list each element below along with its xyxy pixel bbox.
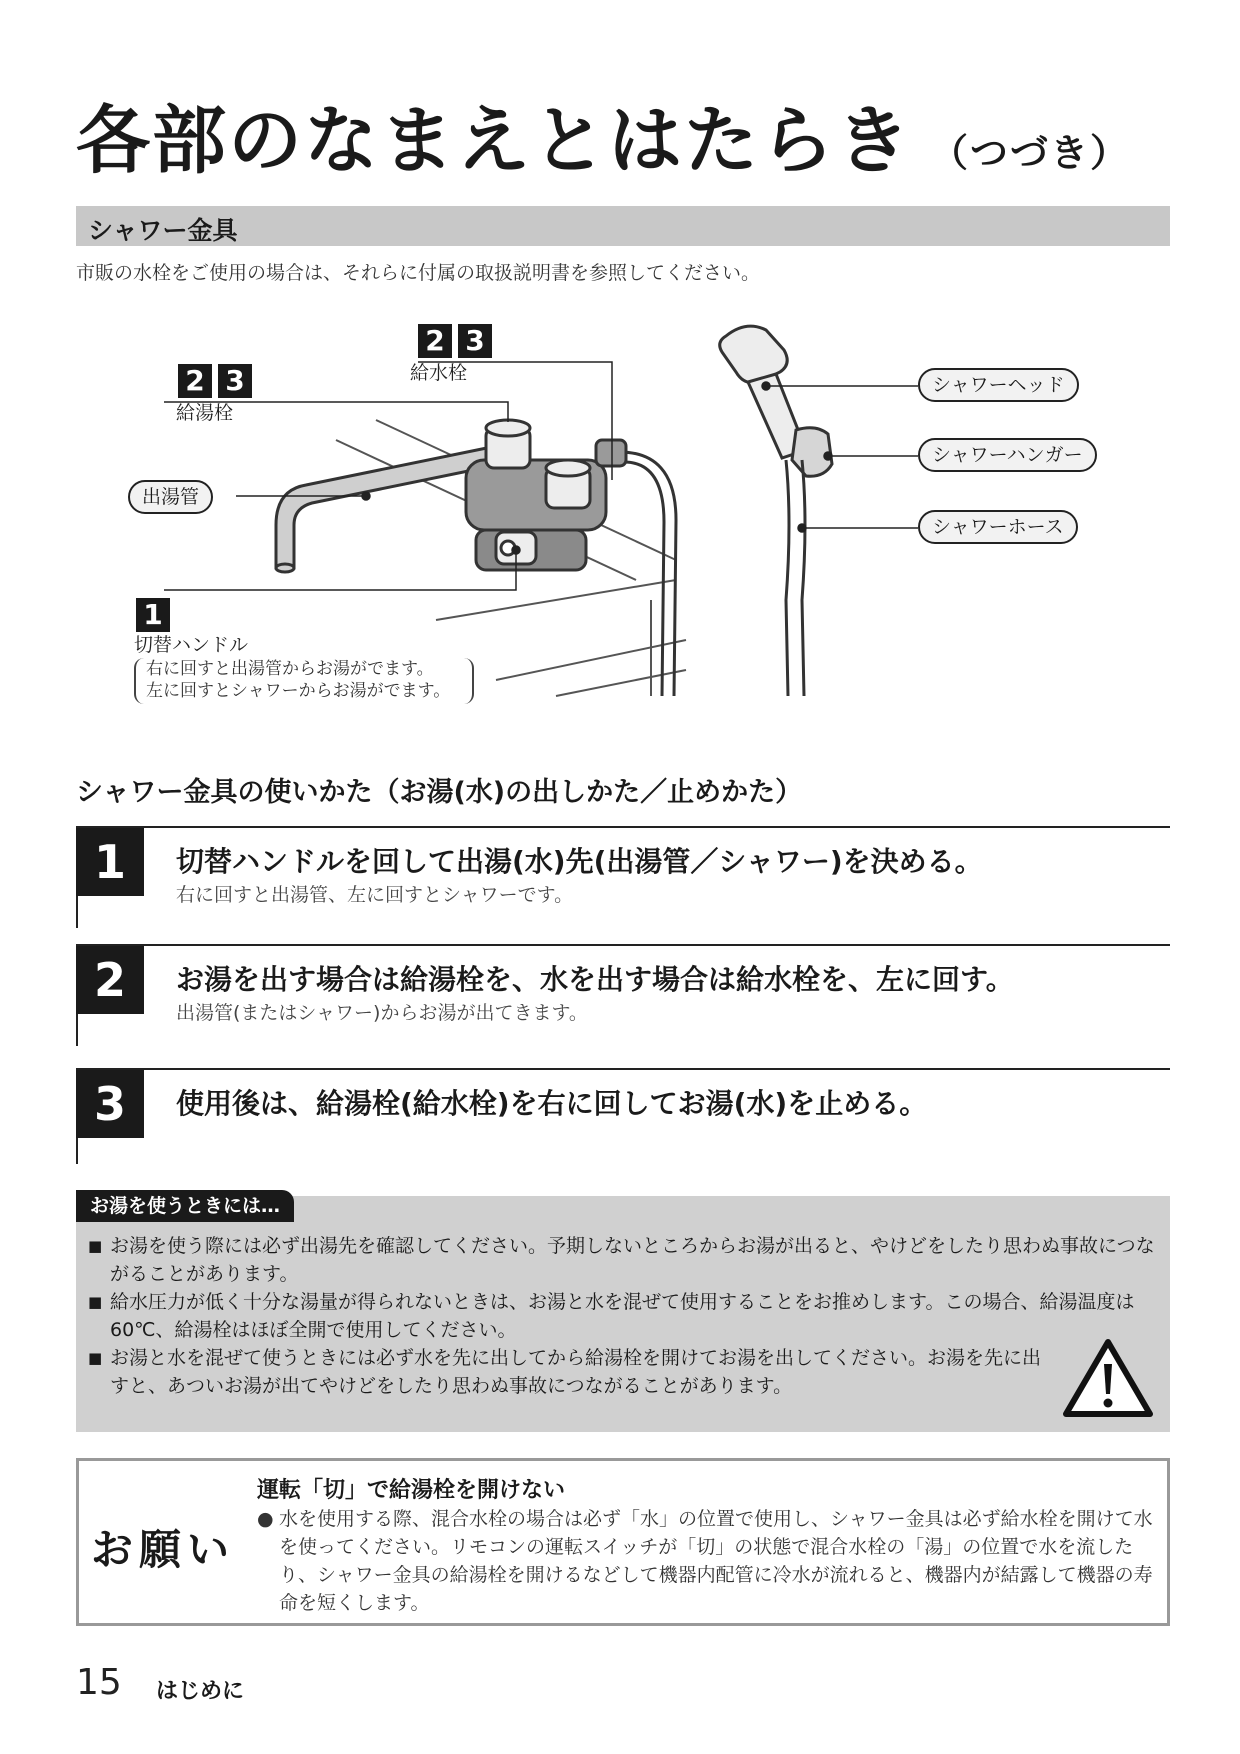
hot-tap-number-3: 3 [218, 364, 252, 398]
caution-item: ■ お湯と水を混ぜて使うときには必ず水を先に出してから給湯栓を開けてお湯を出してください。お湯を先に出すと、あついお湯が出てやけどをしたり思わぬ事故につながることがあります。 [88, 1344, 1048, 1400]
page-number: 15 [76, 1662, 122, 1703]
step-number: 2 [76, 946, 144, 1014]
step-desc: 右に回すと出湯管、左に回すとシャワーです。 [176, 884, 574, 906]
step-3 [76, 1068, 1170, 1162]
page-title [76, 82, 1130, 188]
hot-tap-number-2: 2 [178, 364, 212, 398]
warning-triangle-icon [1060, 1336, 1156, 1420]
water-tap-number-2: 2 [418, 324, 452, 358]
water-tap-label: 給水栓 [410, 362, 468, 384]
request-box [76, 1458, 1170, 1626]
caution-item: ■ 給水圧力が低く十分な湯量が得られないときは、お湯と水を混ぜて使用することをお推めします。この場合、給湯温度は 60℃、給湯栓はほぼ全開で使用してください。 [88, 1288, 1158, 1344]
switch-note-right: 右に回すと出湯管からお湯がでます。 [146, 659, 434, 679]
shower-hose-label: シャワーホース [918, 510, 1078, 544]
request-text: 水を使用する際、混合水栓の場合は必ず「水」の位置で使用し、シャワー金具は必ず給水栓を開けて水を使ってください。リモコンの運転スイッチが「切」の状態で混合水栓の「湯」の位置で水を流したり、シャワー金具の給湯栓を開けるなどして機器内配管に冷水が流れると、機器内が結露して機器の寿命を短くします。 [279, 1508, 1153, 1614]
step-rule [76, 1138, 78, 1164]
caution-item: ■ お湯を使う際には必ず出湯先を確認してください。予期しないところからお湯が出ると、やけどをしたり思わぬ事故につながることがあります。 [88, 1232, 1158, 1288]
caution-box [76, 1196, 1170, 1432]
step-title: 使用後は、給湯栓(給水栓)を右に回してお湯(水)を止める。 [176, 1087, 928, 1120]
shower-head-label: シャワーヘッド [918, 368, 1079, 402]
step-2 [76, 944, 1170, 1044]
step-number: 1 [76, 828, 144, 896]
switch-note-left: 左に回すとシャワーからお湯がでます。 [146, 681, 451, 701]
caution-tab: お湯を使うときには… [76, 1190, 294, 1222]
switch-handle-label: 切替ハンドル [134, 634, 249, 656]
switch-handle-number: 1 [136, 598, 170, 632]
page-title-continued: （つづき） [930, 131, 1131, 175]
shower-fitting-diagram [76, 300, 1170, 720]
usage-title: シャワー金具の使いかた（お湯(水)の出しかた／止めかた） [76, 777, 803, 808]
request-label: お願い [91, 1525, 236, 1574]
section-title: シャワー金具 [88, 216, 238, 245]
step-1 [76, 826, 1170, 926]
step-desc: 出湯管(またはシャワー)からお湯が出てきます。 [176, 1002, 588, 1024]
switch-handle-note [134, 658, 474, 704]
step-title: 切替ハンドルを回して出湯(水)先(出湯管／シャワー)を決める。 [176, 845, 983, 878]
step-title: お湯を出す場合は給湯栓を、水を出す場合は給水栓を、左に回す。 [176, 963, 1014, 996]
shower-hanger-label: シャワーハンガー [918, 438, 1097, 472]
hot-tap-label: 給湯栓 [176, 402, 234, 424]
section-header [76, 206, 1170, 246]
caution-list [88, 1232, 1158, 1400]
spout-label: 出湯管 [128, 480, 213, 514]
bullet-icon: ● [257, 1508, 274, 1530]
step-rule [76, 1014, 78, 1046]
request-heading: 運転「切」で給湯栓を開けない [257, 1478, 566, 1503]
step-number: 3 [76, 1070, 144, 1138]
water-tap-number-3: 3 [458, 324, 492, 358]
request-body [257, 1505, 1157, 1617]
footer-section-label: はじめに [156, 1679, 245, 1704]
section-intro: 市販の水栓をご使用の場合は、それらに付属の取扱説明書を参照してください。 [76, 262, 761, 284]
page-title-text: 各部のなまえとはたらき [76, 98, 912, 184]
step-rule [76, 896, 78, 928]
